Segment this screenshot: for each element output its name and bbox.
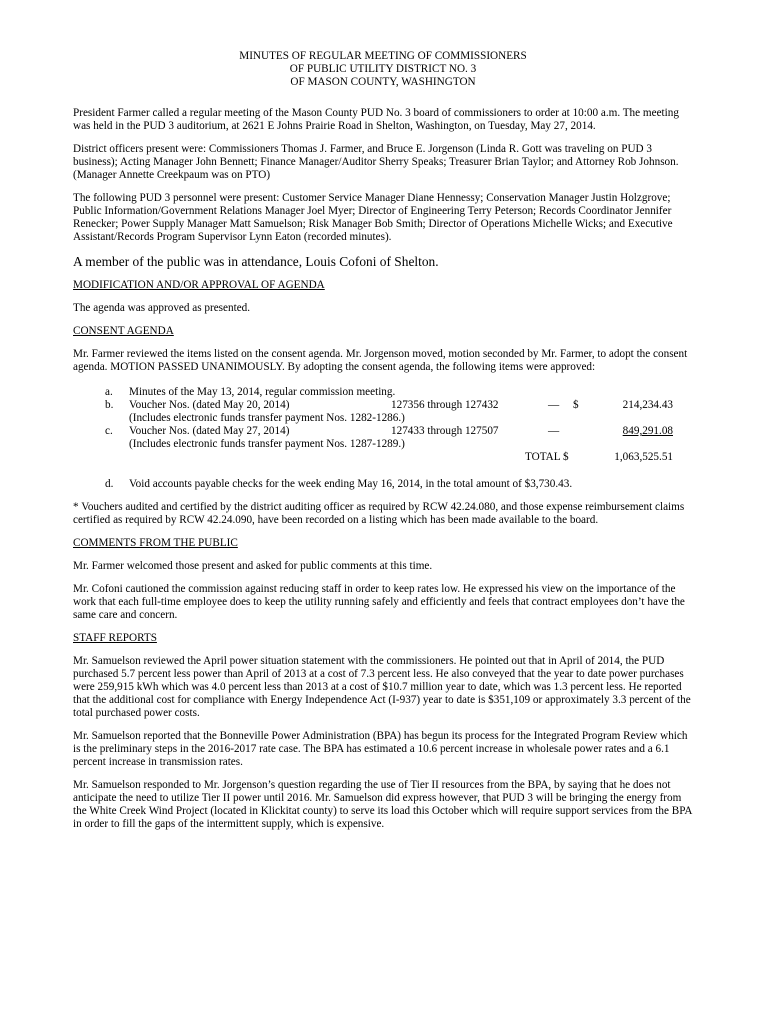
staff-paragraph-1: Mr. Samuelson reviewed the April power situation statement with the commissioners. He pointed out that in April of 2014, the PUD purchased 5.7 percent less power than April of 2013 at a cost of 7.3 percent less. He also conveyed that the year to date power purchases were 259,915 kWh which was 4.0 percent less than 2013 at a cost of $10.7 million year to date, which was 1.3 percent less. He reported that the additional cost for compliance with Energy Independence Act (I-937) year to date is $351,109 or approximately 3.3 percent of the total purchased power costs.	[73, 655, 691, 719]
list-item	[73, 438, 693, 451]
item-text: Voucher Nos. (dated May 20, 2014)	[129, 399, 290, 411]
consent-heading: CONSENT AGENDA	[73, 325, 174, 337]
title-line-3: OF MASON COUNTY, WASHINGTON	[290, 76, 476, 88]
minutes-document	[73, 50, 693, 831]
total-amount: 1,063,525.51	[614, 451, 673, 463]
item-dash: —	[548, 399, 560, 411]
list-item	[73, 425, 693, 438]
consent-items-list	[73, 386, 693, 491]
voucher-amount: 214,234.43	[622, 399, 673, 411]
item-dash: —	[548, 425, 560, 437]
dollar-sign: $	[573, 399, 579, 411]
list-item	[73, 412, 693, 425]
item-note: (Includes electronic funds transfer payment Nos. 1282-1286.)	[129, 412, 405, 424]
item-letter: d.	[105, 478, 114, 490]
list-item	[73, 399, 693, 412]
document-title	[73, 50, 693, 89]
consent-text: Mr. Farmer reviewed the items listed on the consent agenda. Mr. Jorgenson moved, motion seconded by Mr. Farmer, to adopt the consent agenda. MOTION PASSED UNANIMOUSLY. By adopting the consent agenda, the following items were approved:	[73, 348, 688, 373]
item-text: Void accounts payable checks for the week ending May 16, 2014, in the total amount of $3,730.43.	[129, 478, 573, 490]
list-item	[73, 386, 693, 399]
title-line-1: MINUTES OF REGULAR MEETING OF COMMISSIONERS	[239, 50, 527, 62]
item-note: (Includes electronic funds transfer payment Nos. 1287-1289.)	[129, 438, 405, 450]
voucher-range: 127433 through 127507	[391, 425, 499, 437]
voucher-footnote: * Vouchers audited and certified by the district auditing officer as required by RCW 42.24.080, and those expense reimbursement claims certified as required by RCW 42.24.090, have been recorded on a listing which has been made available to the board.	[73, 501, 685, 526]
item-text: Minutes of the May 13, 2014, regular commission meeting.	[129, 386, 396, 398]
item-letter: b.	[105, 399, 114, 411]
agenda-heading: MODIFICATION AND/OR APPROVAL OF AGENDA	[73, 279, 325, 291]
list-item	[73, 478, 693, 491]
staff-reports-heading: STAFF REPORTS	[73, 632, 157, 644]
item-text: Voucher Nos. (dated May 27, 2014)	[129, 425, 290, 437]
staff-paragraph-3: Mr. Samuelson responded to Mr. Jorgenson’s question regarding the use of Tier II resources from the BPA, by saying that he does not anticipate the need to utilize Tier II power until 2016. Mr. Samuelson did express however, that PUD 3 will be bringing the energy from the White Creek Wind Project (located in Klickitat county) to serve its load this October which will require support services from the BPA in order to fill the gaps of the intermittent supply, which is expensive.	[73, 779, 692, 830]
comments-heading: COMMENTS FROM THE PUBLIC	[73, 537, 238, 549]
comments-paragraph-1: Mr. Farmer welcomed those present and asked for public comments at this time.	[73, 560, 433, 572]
staff-paragraph-2: Mr. Samuelson reported that the Bonneville Power Administration (BPA) has begun its process for the Integrated Program Review which is the preliminary steps in the 2016-2017 rate case. The BPA has estimated a 10.6 percent increase in wholesale power rates and a 6.1 percent increase in transmission rates.	[73, 730, 688, 768]
personnel-paragraph: The following PUD 3 personnel were present: Customer Service Manager Diane Hennessy; Conservation Manager Justin Holzgrove; Public Information/Government Relations Manager Joel Myer; Director of Engineering Terry Peterson; Records Coordinator Jennifer Renecker; Power Supply Manager Matt Samuelson; Risk Manager Bob Smith; Director of Operations Michelle Wicks; and Executive Assistant/Records Program Supervisor Lynn Eaton (recorded minutes).	[73, 192, 673, 243]
public-attendance-paragraph: A member of the public was in attendance, Louis Cofoni of Shelton.	[73, 254, 439, 269]
item-letter: c.	[105, 425, 113, 437]
item-letter: a.	[105, 386, 113, 398]
total-label: TOTAL $	[525, 451, 569, 463]
total-row	[73, 451, 693, 464]
intro-paragraph: President Farmer called a regular meeting of the Mason County PUD No. 3 board of commissioners to order at 10:00 a.m. The meeting was held in the PUD 3 auditorium, at 2621 E Johns Prairie Road in Shelton, Washington, on Tuesday, May 27, 2014.	[73, 107, 679, 132]
voucher-range: 127356 through 127432	[391, 399, 499, 411]
voucher-amount: 849,291.08	[622, 425, 673, 437]
officers-paragraph: District officers present were: Commissioners Thomas J. Farmer, and Bruce E. Jorgenson (Linda R. Gott was traveling on PUD 3 business); Acting Manager John Bennett; Finance Manager/Auditor Sherry Speaks; Treasurer Brian Taylor; and Attorney Rob Johnson. (Manager Annette Creekpaum was on PTO)	[73, 143, 679, 181]
agenda-text: The agenda was approved as presented.	[73, 302, 251, 314]
comments-paragraph-2: Mr. Cofoni cautioned the commission against reducing staff in order to keep rates low. He expressed his view on the importance of the work that each full-time employee does to keep the utility running safely and efficiently and feels that contract employees don’t have the same care and concern.	[73, 583, 685, 621]
title-line-2: OF PUBLIC UTILITY DISTRICT NO. 3	[289, 63, 477, 75]
